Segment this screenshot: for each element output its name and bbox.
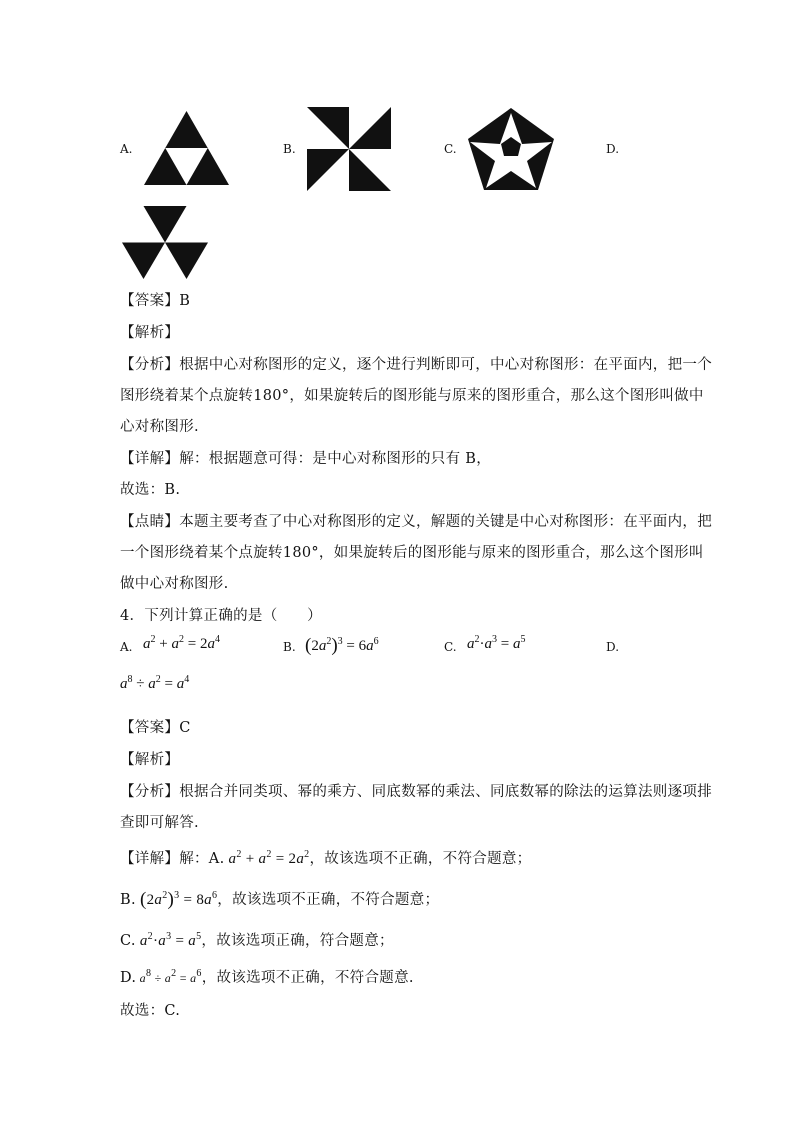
q4-detail-d	[120, 966, 414, 987]
q3-answer: 【答案】B	[120, 293, 191, 309]
q4-stem: 4．下列计算正确的是（ ）	[120, 608, 322, 624]
q4-detail-d-text: ，故该选项不正确，不符合题意.	[201, 970, 414, 986]
q4-detail-c	[120, 929, 394, 950]
q4-detail-c-prefix: C.	[120, 933, 136, 949]
q3-analysis-heading: 【解析】	[120, 325, 180, 341]
q4-option-c-formula: $a^2\cdot a^3 = a^5$	[467, 634, 526, 652]
q4-detail-c-formula: $a^2\cdot a^3 = a^5$	[135, 931, 202, 949]
q3-detail-line-1: 【详解】解：根据题意可得：是中心对称图形的只有 B，	[120, 451, 492, 467]
q4-detail-b-formula: $(2a^2)^3 = 8a^6$	[139, 889, 218, 910]
q4-option-d-label: D.	[606, 640, 620, 654]
q4-detail-a-formula: $a^2 + a^2 = 2a^2$	[224, 849, 310, 867]
q4-option-b-formula: $(2a^2)^3 = 6a^6$	[305, 635, 379, 656]
q3-analysis-line-1: 【分析】根据中心对称图形的定义，逐个进行判断即可，中心对称图形：在平面内，把一个	[120, 357, 712, 373]
option-a-label: A.	[120, 142, 133, 156]
three-triangles-figure	[122, 206, 208, 279]
q3-analysis-line-3: 心对称图形.	[120, 419, 199, 435]
option-d-label: D.	[606, 142, 620, 156]
q3-comment-line-3: 做中心对称图形.	[120, 576, 229, 592]
q4-detail-b	[120, 888, 439, 910]
q3-analysis-line-2: 图形绕着某个点旋转180°，如果旋转后的图形能与原来的图形重合，那么这个图形叫做中	[120, 388, 704, 404]
q4-option-d-formula: $a^8 \div a^2 = a^4$	[120, 674, 190, 692]
pentagon-star-figure	[468, 108, 554, 190]
q4-detail-b-text: ，故该选项不正确，不符合题意；	[217, 892, 440, 908]
q4-answer: 【答案】C	[120, 720, 191, 736]
q4-detail-a	[120, 847, 531, 868]
q4-option-c-label: C.	[444, 640, 457, 654]
q4-detail-prefix: 【详解】解：A.	[120, 851, 225, 867]
q4-analysis-line-2: 查即可解答.	[120, 815, 199, 831]
triforce-figure	[144, 111, 229, 185]
q4-detail-d-prefix: D.	[120, 970, 137, 986]
q4-detail-d-formula: $a^8 \div a^2 = a^6$	[136, 968, 202, 985]
q4-detail-b-prefix: B.	[120, 892, 136, 908]
q4-detail-c-text: ，故该选项正确，符合题意；	[201, 933, 394, 949]
q4-analysis-heading: 【解析】	[120, 752, 180, 768]
q4-option-b-label: B.	[283, 640, 296, 654]
q4-conclusion: 故选：C.	[120, 1003, 181, 1019]
q4-option-a-formula: $a^2 + a^2 = 2a^4$	[143, 634, 220, 652]
q3-comment-line-2: 一个图形绕着某个点旋转180°，如果旋转后的图形能与原来的图形重合，那么这个图形叫	[120, 545, 704, 561]
q4-detail-a-text: ，故该选项不正确，不符合题意；	[309, 851, 532, 867]
option-b-label: B.	[283, 142, 296, 156]
option-c-label: C.	[444, 142, 457, 156]
pinwheel-figure	[307, 107, 391, 191]
q4-option-a-label: A.	[120, 640, 133, 654]
q3-comment-line-1: 【点睛】本题主要考查了中心对称图形的定义，解题的关键是中心对称图形：在平面内，把	[120, 514, 712, 530]
q4-analysis-line-1: 【分析】根据合并同类项、幂的乘方、同底数幂的乘法、同底数幂的除法的运算法则逐项排	[120, 784, 712, 800]
q3-detail-line-2: 故选：B.	[120, 482, 181, 498]
